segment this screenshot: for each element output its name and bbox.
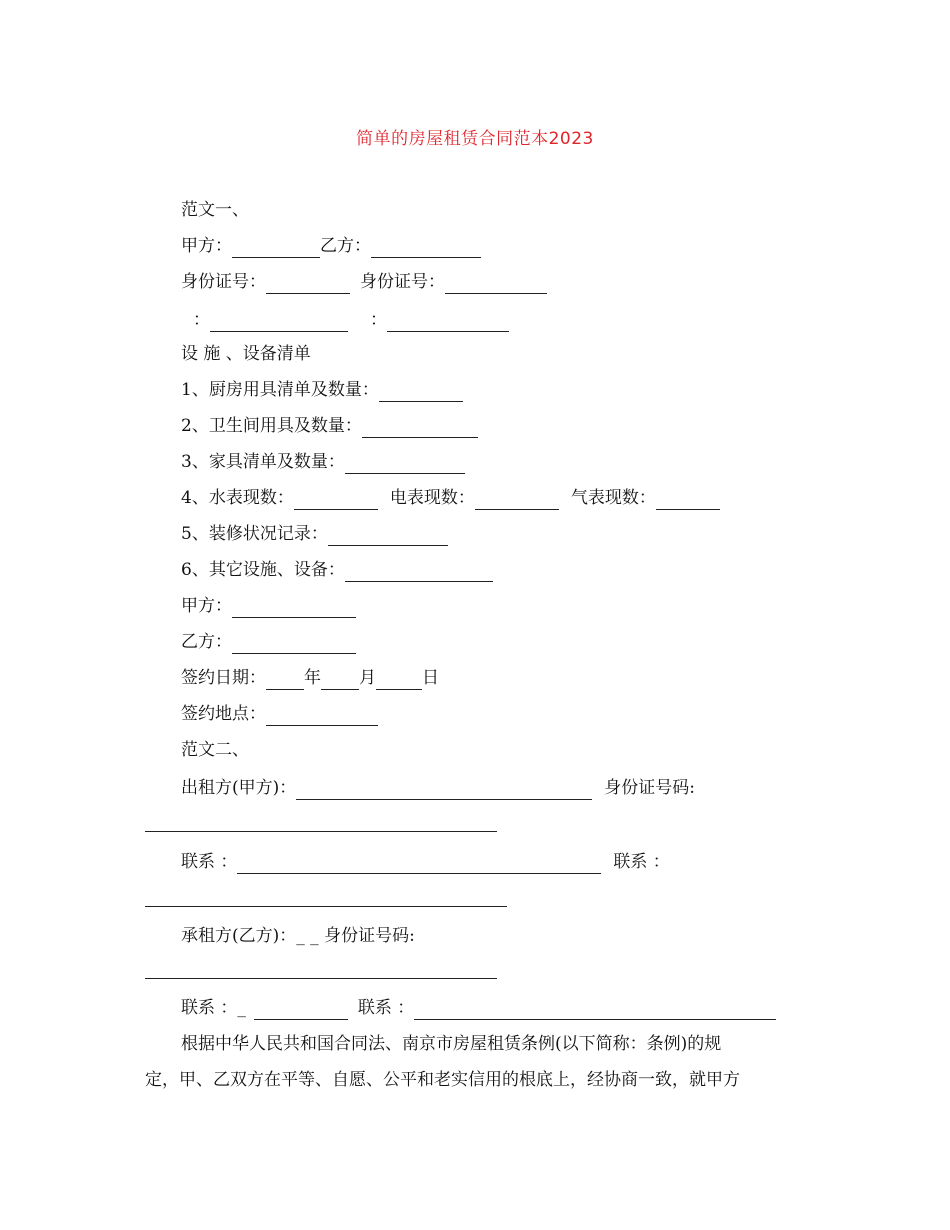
item-2-blank xyxy=(362,419,478,438)
electric-blank xyxy=(475,491,559,510)
section2-heading: 范文二、 xyxy=(181,740,249,760)
id-line: 身份证号： 身份证号： xyxy=(181,270,547,294)
sign-a-blank xyxy=(232,599,356,618)
lessee-line: 承租方(乙方)：_ _ 身份证号码: xyxy=(181,926,415,946)
water-blank xyxy=(294,491,378,510)
item-3-blank xyxy=(345,455,465,474)
item-1: 1、厨房用具清单及数量： xyxy=(181,378,463,402)
contact3-blank xyxy=(254,1001,348,1020)
item-6-blank xyxy=(345,563,493,582)
item-3: 3、家具清单及数量： xyxy=(181,450,465,474)
lessor-line: 出租方(甲方)： 身份证号码: xyxy=(181,778,695,798)
lessor-blank xyxy=(296,781,592,800)
section1-heading: 范文一、 xyxy=(181,200,249,220)
place-blank xyxy=(266,707,378,726)
sign-place: 签约地点： xyxy=(181,702,378,726)
party-a-blank xyxy=(232,239,320,258)
id-a-blank xyxy=(266,275,350,294)
colon-a-blank xyxy=(210,313,348,332)
item-2: 2、卫生间用具及数量： xyxy=(181,414,478,438)
colon-line: ： ： xyxy=(193,308,509,332)
id-b-blank xyxy=(445,275,547,294)
sign-b-blank xyxy=(232,635,356,654)
gas-blank xyxy=(656,491,720,510)
item-5-blank xyxy=(328,527,448,546)
month-blank xyxy=(321,671,359,690)
colon-b-blank xyxy=(387,313,509,332)
lessor-contact-line: 联系 ： 联系 ： xyxy=(181,852,670,872)
sign-date: 签约日期： 年 月 日 xyxy=(181,668,439,688)
document-title: 简单的房屋租赁合同范本2023 xyxy=(356,129,594,149)
contact4-blank xyxy=(414,1001,776,1020)
body-paragraph-line1: 根据中华人民共和国合同法、南京市房屋租赁条例(以下简称：条例)的规 xyxy=(181,1034,722,1054)
contact2-rule xyxy=(145,906,507,907)
lessee-id-rule xyxy=(145,978,497,979)
sign-party-a: 甲方： xyxy=(181,594,356,618)
item-6: 6、其它设施、设备： xyxy=(181,558,493,582)
item-5: 5、装修状况记录： xyxy=(181,522,448,546)
body-paragraph-line2: 定，甲、乙双方在平等、自愿、公平和老实信用的根底上，经协商一致，就甲方 xyxy=(145,1070,740,1090)
party-line: 甲方： 乙方： xyxy=(181,234,481,258)
item-1-blank xyxy=(379,383,463,402)
contact1-blank xyxy=(237,855,601,874)
sign-party-b: 乙方： xyxy=(181,630,356,654)
year-blank xyxy=(266,671,304,690)
lessor-id-rule xyxy=(145,831,497,832)
item-4: 4、水表现数： 电表现数： 气表现数： xyxy=(181,486,720,510)
facilities-heading: 设 施 、设备清单 xyxy=(181,344,311,364)
party-b-blank xyxy=(371,239,481,258)
lessee-contact-line: 联系 ：_ 联系 ： xyxy=(181,996,776,1020)
day-blank xyxy=(376,671,422,690)
